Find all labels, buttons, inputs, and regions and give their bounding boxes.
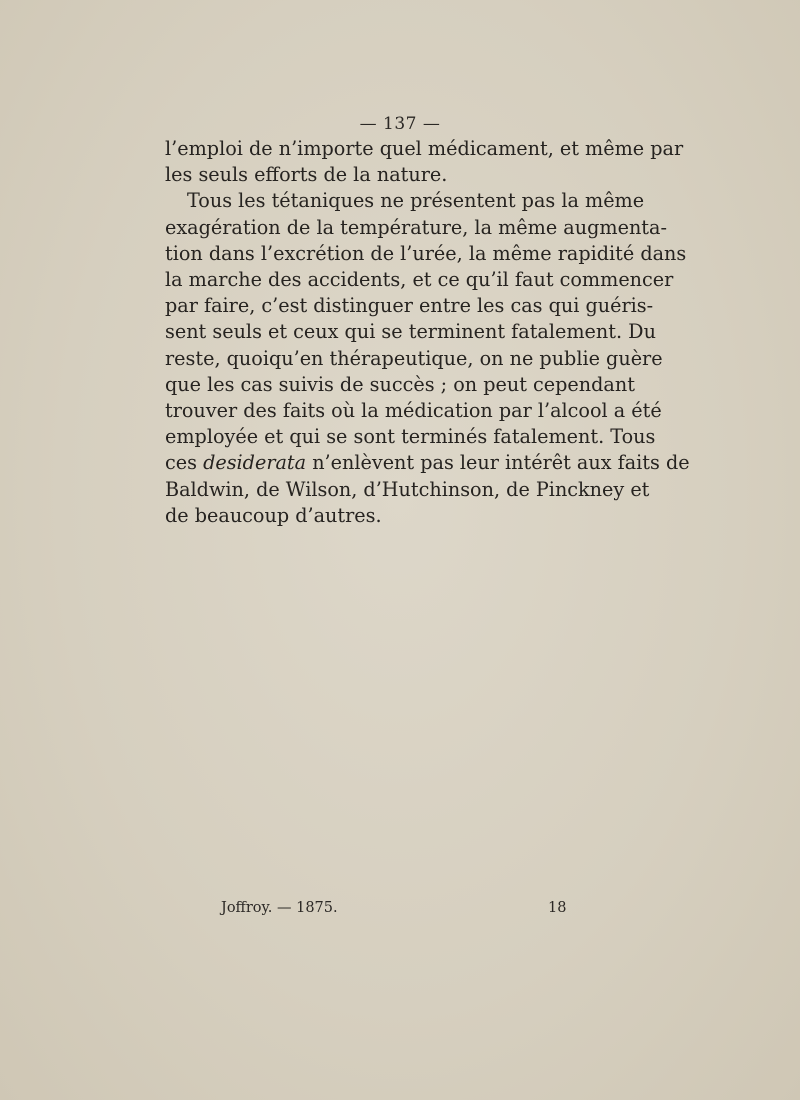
page-footer — [0, 900, 800, 924]
text-line: employée et qui se sont terminés fatalement. Tous — [165, 425, 656, 449]
signature-mark: Joffroy. — 1875. — [221, 900, 338, 916]
page-number: — 137 — — [359, 114, 441, 134]
italic-term: desiderata — [203, 451, 307, 475]
text-line: sent seuls et ceux qui se terminent fatalement. Du — [165, 320, 656, 344]
text-fragment: ces — [165, 451, 204, 475]
text-line — [165, 450, 690, 476]
text-line: par faire, c’est distinguer entre les cas qui guéris- — [165, 294, 654, 318]
text-line: l’emploi de n’importe quel médicament, et même par — [165, 137, 684, 160]
text-fragment: n’enlèvent pas leur intérêt aux faits de — [306, 451, 690, 475]
text-line: Tous les tétaniques ne présentent pas la même — [187, 189, 645, 213]
text-line: de beaucoup d’autres. — [165, 503, 382, 527]
text-line: les seuls efforts de la nature. — [165, 163, 448, 187]
text-line: tion dans l’excrétion de l’urée, la même rapidité dans — [165, 241, 687, 265]
paragraph-2 — [165, 188, 690, 529]
paragraph-1 — [165, 136, 684, 188]
text-line: reste, quoiqu’en thérapeutique, on ne publie guère — [165, 346, 663, 370]
text-line: trouver des faits où la médication par l’alcool a été — [165, 399, 662, 423]
body-text — [165, 136, 690, 529]
text-line: la marche des accidents, et ce qu’il faut commencer — [165, 268, 674, 292]
sheet-number: 18 — [548, 900, 567, 916]
text-line: que les cas suivis de succès ; on peut cependant — [165, 372, 635, 396]
text-line: exagération de la température, la même augmenta- — [165, 215, 667, 239]
text-line: Baldwin, de Wilson, d’Hutchinson, de Pinckney et — [165, 477, 650, 501]
